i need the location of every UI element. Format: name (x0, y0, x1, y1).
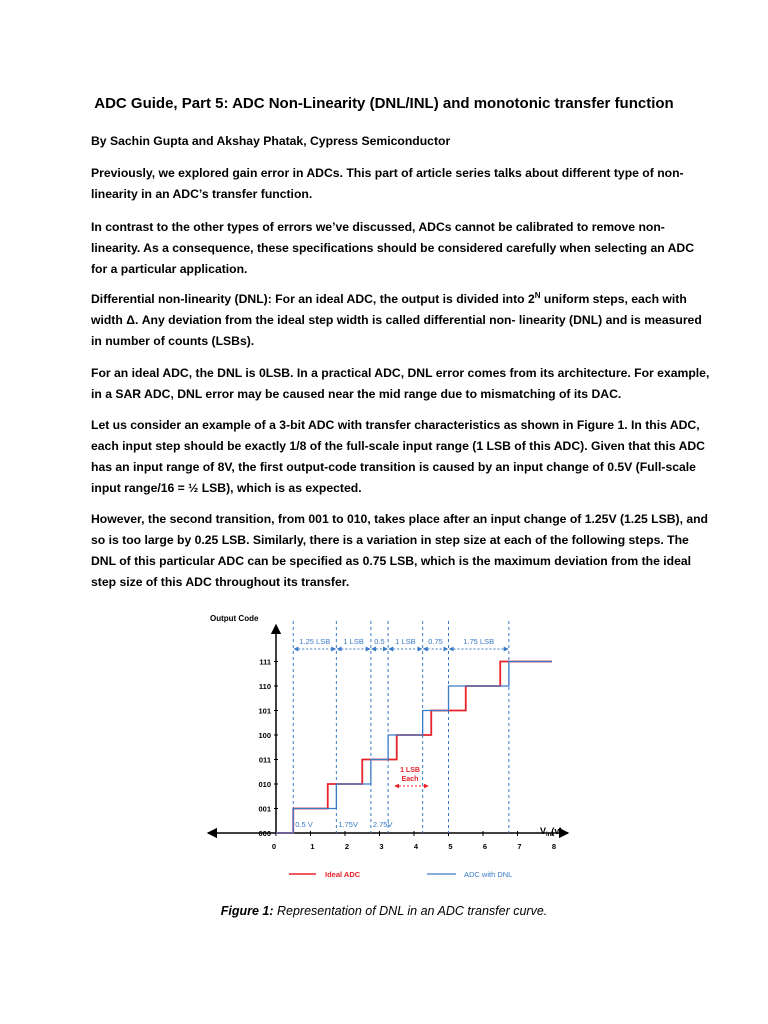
x-tick-label: 6 (482, 842, 488, 851)
transition-value-label: 1.75V (338, 820, 358, 829)
y-tick-label: 010 (258, 780, 271, 789)
one-lsb-label: 1 LSB (400, 767, 420, 774)
x-tick-label: 0 (271, 842, 277, 851)
one-lsb-each-label: Each (401, 776, 419, 783)
dnl-transfer-chart (200, 605, 590, 890)
dnl-term-label: Differential non-linearity (DNL): (91, 292, 272, 306)
step-width-annotations (294, 637, 508, 829)
ideal-adc-curve (276, 662, 552, 834)
x-tick-label: 5 (448, 842, 453, 851)
paragraph-example (91, 415, 711, 499)
dnl-definition-pre: For an ideal ADC, the output is divided into 2 (271, 292, 535, 306)
x-tick-label: 3 (379, 842, 384, 851)
step-width-label: 1.25 LSB (299, 637, 331, 646)
step-width-label: 1 LSB (395, 637, 416, 646)
caption-label: Figure 1: (220, 904, 274, 918)
paragraph-dnl-definition (91, 289, 711, 352)
y-tick-label: 000 (258, 829, 271, 838)
author-line: By Sachin Gupta and Akshay Phatak, Cypress Semiconductor (91, 134, 451, 148)
paragraph-ideal-dnl: For an ideal ADC, the DNL is 0LSB. In a practical ADC, DNL error comes from its architecture. For example, in a SAR ADC, DNL error may be caused near the mid range due to mismatching of its DAC. (91, 366, 710, 401)
x-tick-label: 7 (517, 842, 522, 851)
paragraph-calibration: In contrast to the other types of errors we’ve discussed, ADCs cannot be calibrated to remove non-linearity. As a consequence, these specifications should be considered carefully when selecting an ADC for a particular application. (91, 220, 695, 276)
x-axis-label: $V_{in}(v)$ (540, 826, 563, 838)
dnl-guide-lines (293, 621, 509, 833)
step-width-label: 1.75 LSB (463, 637, 495, 646)
step-width-label: 1 LSB (343, 637, 364, 646)
x-tick-label: 1 (310, 842, 315, 851)
step-width-label: 0.75 (428, 637, 443, 646)
example-pre: Let us consider an example of a 3-bit ADC with transfer characteristics as shown in (91, 418, 577, 432)
y-tick-label: 111 (259, 657, 271, 667)
y-tick-label: 011 (258, 755, 271, 765)
x-tick-labels (272, 831, 556, 851)
example-post: . In this ADC, each input step should be exactly 1/8 of the full-scale input range (1 LSB of this ADC). Given that this ADC has an input range of 8V, the first output-code transition is caused by an input change of 0.5V (Full-scale input range/16 = ½ LSB), which is as expected. (91, 418, 705, 495)
transition-value-label: 2.75V (372, 820, 393, 829)
x-tick-label: 4 (413, 842, 419, 851)
paragraph-intro: Previously, we explored gain error in ADCs. This part of article series talks about different type of non-linearity in an ADC’s transfer function. (91, 166, 684, 201)
y-tick-labels (258, 658, 278, 839)
x-tick-label: 8 (551, 842, 557, 851)
figure-caption (0, 902, 768, 920)
page-title: ADC Guide, Part 5: ADC Non-Linearity (DNL/INL) and monotonic transfer function (94, 95, 674, 112)
figure-reference: Figure 1 (576, 418, 625, 432)
superscript-n: N (534, 290, 541, 300)
step-width-label: 0.5 (374, 637, 385, 646)
y-axis-label: Output Code (210, 614, 259, 623)
y-tick-label: 001 (258, 804, 271, 814)
figure-dnl-chart (200, 605, 590, 890)
dnl-adc-curve (276, 662, 552, 834)
legend-dnl-label: ADC with DNL (464, 870, 513, 879)
transition-value-label: 0.5 V (295, 820, 313, 829)
caption-text: Representation of DNL in an ADC transfer curve. (273, 904, 548, 918)
paragraph-second-transition: However, the second transition, from 001 to 010, takes place after an input change of 1.25V (1.25 LSB), and so is too large by 0.25 LSB. Similarly, there is a variation in step size at each of the following steps. The DNL of this particular ADC can be specified as 0.75 LSB, which is the maximum deviation from the ideal step size of this ADC throughout its transfer. (91, 512, 709, 589)
transfer-curves (276, 662, 552, 834)
dnl-definition-post: uniform steps, each with width Δ. Any deviation from the ideal step width is called differential non- linearity (DNL) and is measured in number of counts (LSBs). (91, 292, 702, 348)
y-tick-label: 100 (258, 731, 271, 740)
y-tick-label: 101 (258, 706, 271, 716)
x-tick-label: 2 (344, 842, 350, 851)
y-tick-label: 110 (258, 682, 271, 691)
legend-ideal-label: Ideal ADC (325, 870, 361, 879)
